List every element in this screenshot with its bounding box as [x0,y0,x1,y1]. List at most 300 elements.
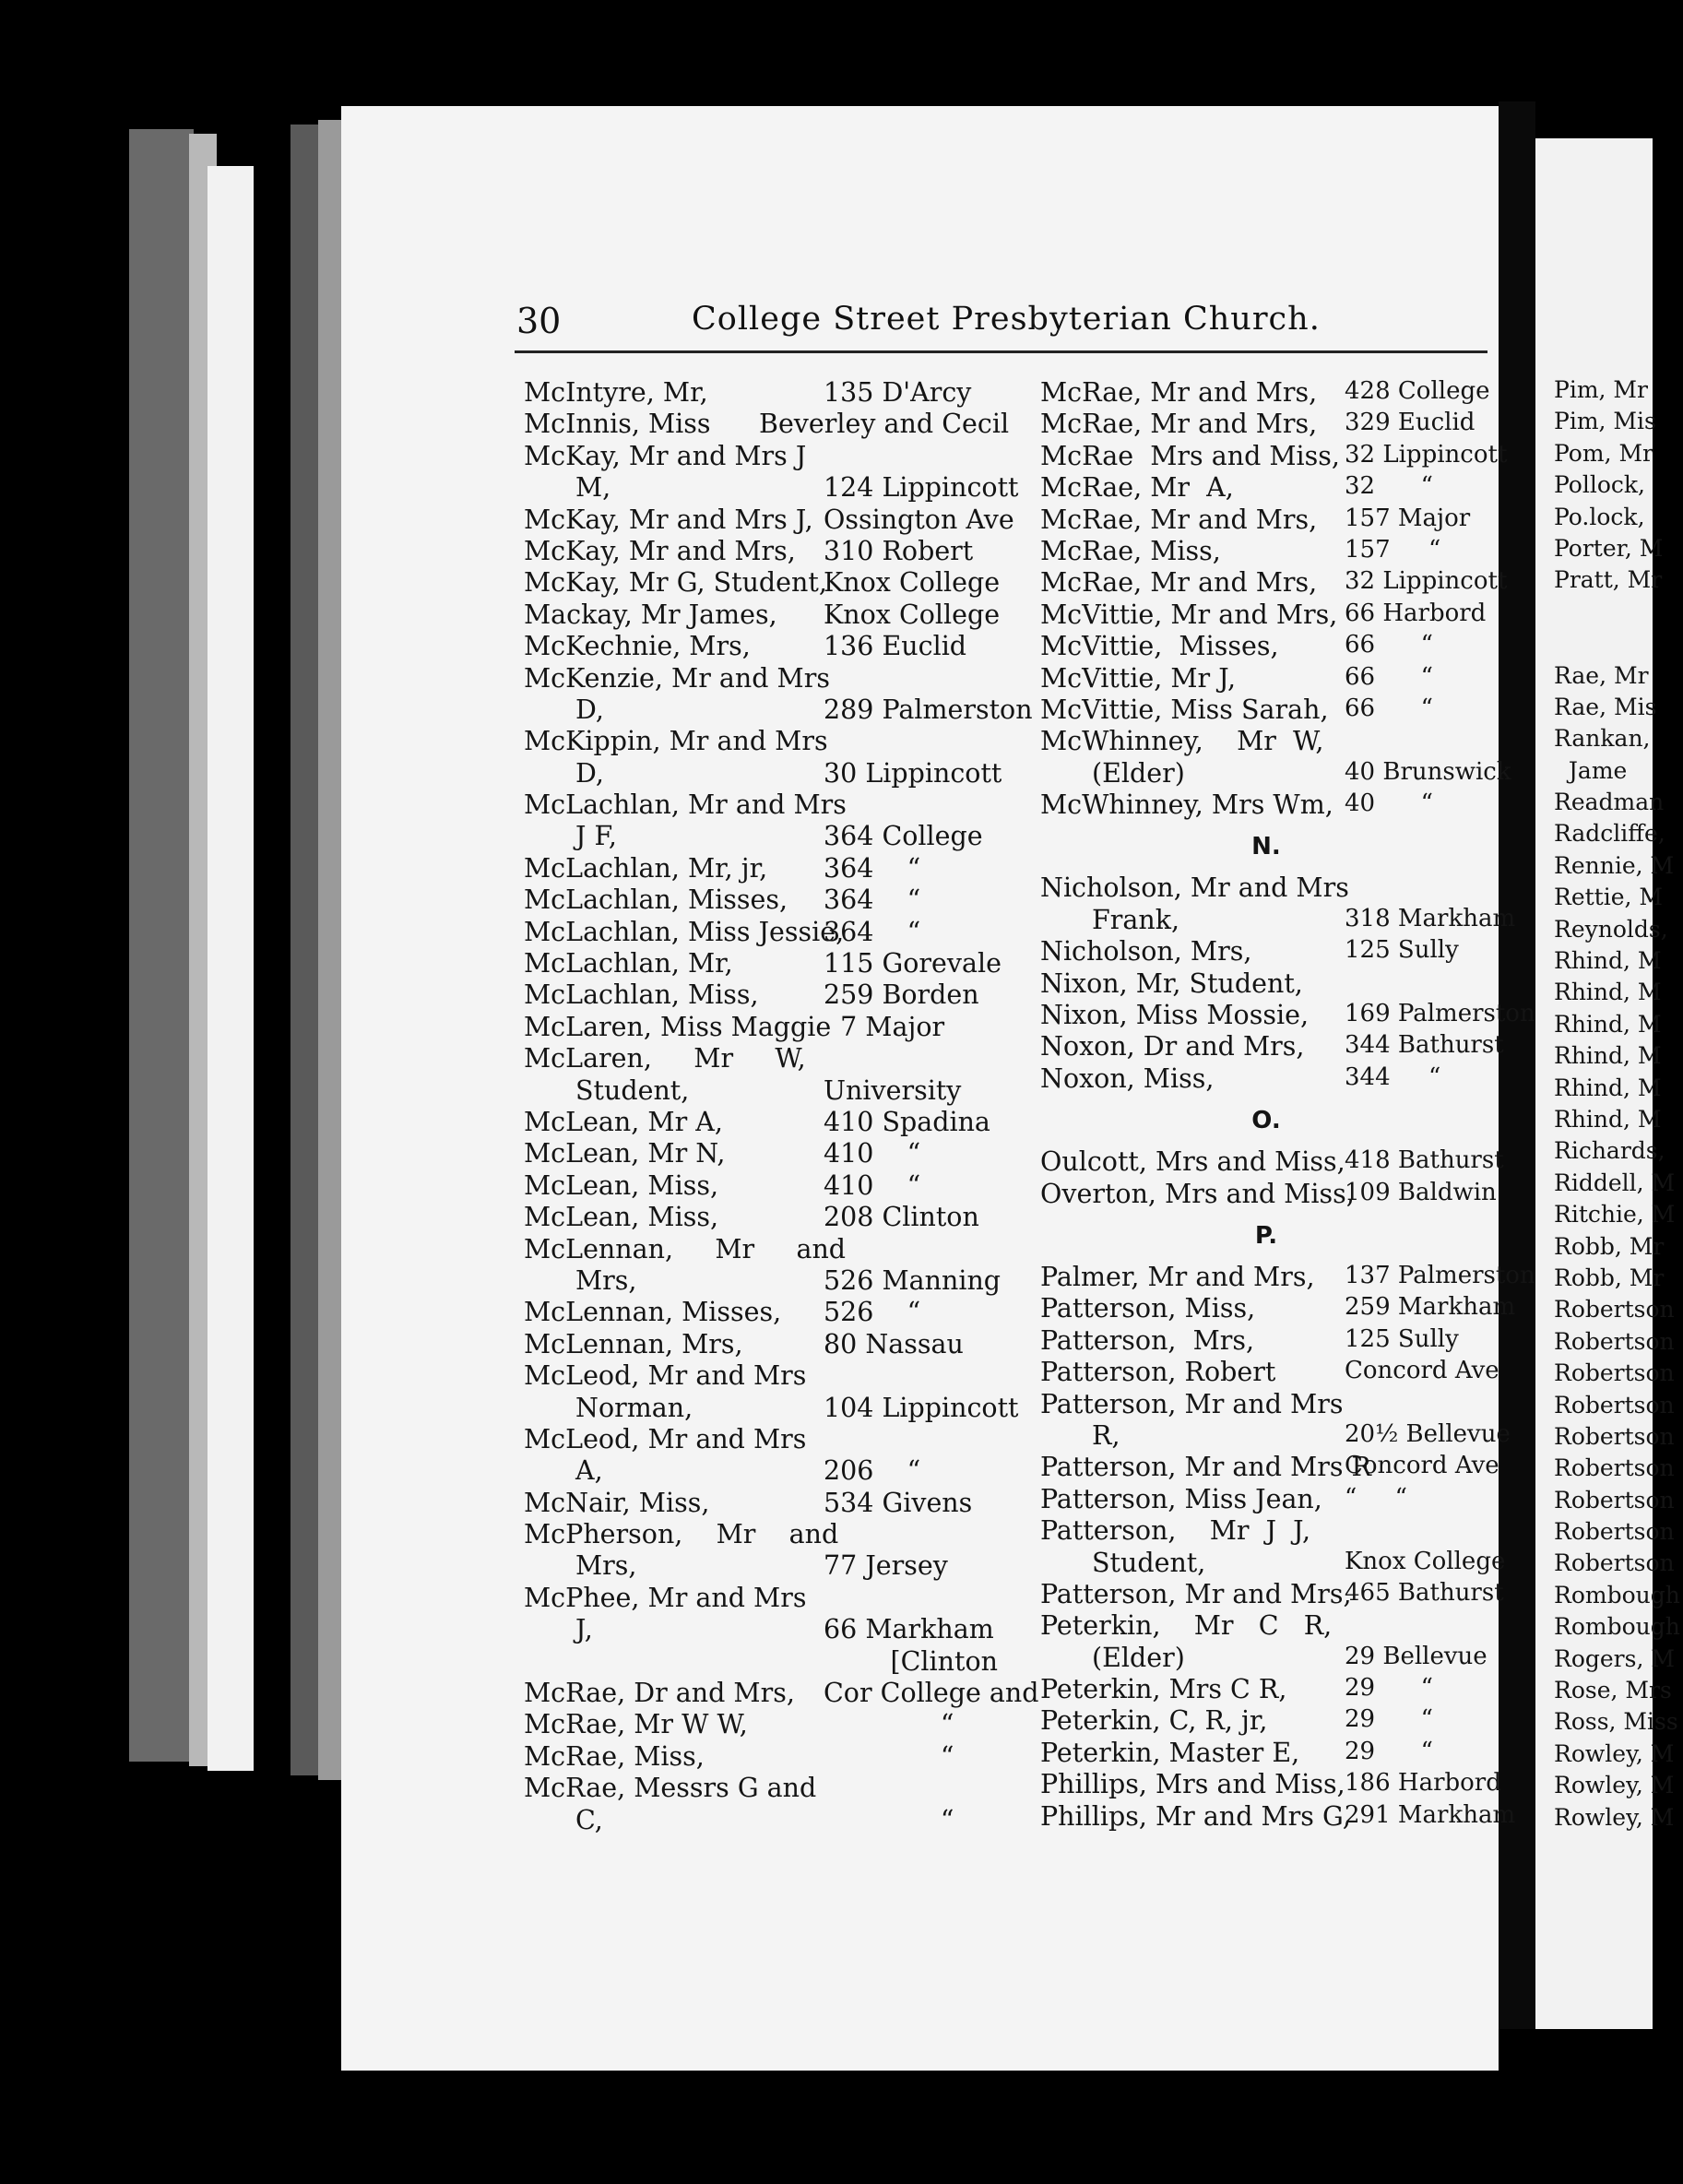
entry-name: McRae, Mr A, [1040,472,1234,504]
entry-name: McIntyre, Mr, [524,377,708,408]
entry-address: Beverley and Cecil [759,409,1010,440]
entry-address: 40 “ [1345,789,1433,818]
entry-name: McRae, Mr W W, [524,1709,748,1740]
entry-address: 32 Lippincott [1345,567,1508,596]
entry-address: 208 Clinton [824,1202,979,1233]
entry-name: McKay, Mr and Mrs J [524,440,807,471]
directory-entry [524,1678,1039,1709]
facing-entry: Robertson [1554,1391,1675,1418]
entry-address: 66 “ [1345,662,1433,691]
entry-name: Nicholson, Mr and Mrs [1040,872,1349,904]
directory-entry [1040,1419,1511,1452]
directory-entry [524,1488,1036,1519]
facing-entry: Robertson [1554,1327,1675,1355]
facing-entry: Rombough [1554,1581,1680,1608]
facing-entry: Rowley, M [1554,1772,1675,1799]
directory-entry [524,409,1036,440]
entry-address: Knox College [824,567,1001,599]
directory-entry [524,1297,1036,1328]
facing-entry: Pim, Mr [1554,376,1648,403]
directory-entry [524,377,1036,409]
directory-entry [1040,1452,1499,1483]
entry-address: 410 “ [824,1169,921,1201]
entry-name: McKechnie, Mrs, [524,631,751,662]
facing-entry: Robertson [1554,1422,1675,1450]
directory-entry [524,1265,1036,1297]
directory-entry [1040,377,1492,409]
entry-name: McLeod, Mr and Mrs [524,1423,807,1454]
entry-address: “ “ [1345,1483,1407,1512]
entry-name: McLennan, Mr and [524,1233,847,1264]
entry-address: 77 Jersey [824,1550,948,1582]
directory-entry [524,441,1036,472]
facing-entry: Robertson [1554,1549,1675,1577]
entry-name: McRae, Mr and Mrs, [1040,567,1318,599]
entry-name: McInnis, Miss [524,409,711,440]
entry-name: D, [575,694,604,725]
directory-entry [1040,872,1492,904]
entry-address: 30 Lippincott [824,757,1002,789]
entry-address: Knox College [1345,1547,1506,1575]
directory-entry [524,1424,1036,1455]
facing-entry: Rae, Mr [1554,661,1649,689]
directory-entry [524,1614,1036,1645]
facing-entry: Rowley, M [1554,1739,1675,1767]
facing-entry: Rankan, [1554,725,1651,753]
directory-entry [524,1583,1036,1614]
facing-entry: Porter, M [1554,534,1664,562]
facing-page [1535,138,1680,2029]
directory-entry [1040,504,1492,536]
facing-entry: Rettie, M [1554,884,1663,911]
directory-entry [1040,1738,1492,1769]
entry-name: Nixon, Miss Mossie, [1040,1000,1309,1031]
directory-entry [1040,1547,1506,1579]
entry-name: Student, [575,1074,690,1106]
facing-entry: Pom, Mr [1554,439,1654,467]
directory-entry [524,1202,1036,1233]
entry-name: (Elder) [1092,1642,1185,1673]
entry-address: 410 “ [824,1138,921,1169]
directory-entry [1040,1325,1492,1357]
entry-address: 20½ Bellevue [1345,1419,1511,1448]
directory-entry [524,1107,1036,1138]
entry-name: Nicholson, Mrs, [1040,936,1252,967]
section-letter: O. [1251,1107,1281,1135]
facing-entry: Robertson [1554,1454,1675,1482]
entry-name: Patterson, Miss Jean, [1040,1483,1322,1514]
entry-address: 259 Markham [1345,1293,1516,1322]
directory-entry [524,1393,1036,1424]
directory-entry [1040,599,1492,631]
entry-name: C, [575,1804,603,1835]
entry-address: 80 Nassau [824,1328,964,1359]
entry-name: McLachlan, Mr and Mrs [524,789,847,821]
directory-entry [1040,1643,1492,1674]
entry-name: McRae, Messrs G and [524,1773,817,1804]
facing-entry: Robertson [1554,1359,1675,1387]
directory-entry [1040,472,1492,504]
entry-name: McLaren, Miss Maggie [524,1011,832,1042]
facing-entry: Ross, Miss [1554,1708,1678,1736]
entry-name: McWhinney, Mrs Wm, [1040,789,1333,821]
entry-address: 29 “ [1345,1705,1433,1734]
entry-name: Phillips, Mrs and Miss, [1040,1769,1345,1800]
entry-name: McPhee, Mr and Mrs [524,1582,807,1613]
facing-entry: Robb, Mr [1554,1232,1665,1260]
directory-entry [1040,1769,1501,1800]
facing-entry: Pim, Mis [1554,408,1656,435]
entry-address: 364 “ [824,884,921,916]
directory-entry [524,1360,1036,1392]
entry-address: 169 Palmerston [1345,1000,1535,1028]
directory-entry [1040,1031,1504,1062]
entry-name: McLachlan, Miss Jessie, [524,916,845,947]
facing-entry: Ritchie, M [1554,1201,1676,1228]
entry-name: McKay, Mr and Mrs, [524,535,796,566]
directory-entry [524,948,1036,979]
directory-entry [524,1709,1036,1740]
entry-address: Concord Ave [1345,1357,1499,1385]
entry-name: Peterkin, Mrs C R, [1040,1674,1287,1705]
facing-entry: Pratt, Mr [1554,566,1663,594]
entry-name: Patterson, Mrs, [1040,1324,1255,1356]
entry-name: McVittie, Misses, [1040,631,1279,662]
entry-address: 465 Bathurst [1345,1578,1504,1607]
directory-entry [1040,968,1492,1000]
section-letter: N. [1251,833,1281,861]
entry-address: “ [824,1709,954,1740]
directory-entry [524,472,1036,504]
facing-entry: Rhind, M [1554,979,1662,1006]
page-number: 30 [516,301,562,341]
entry-address: 410 Spadina [824,1106,990,1137]
directory-entry [1040,1484,1492,1515]
directory-entry [524,536,1036,567]
facing-entry: Rhind, M [1554,1105,1662,1133]
entry-name: Nixon, Mr, Student, [1040,967,1303,999]
entry-address: 329 Euclid [1345,409,1476,437]
entry-address: 104 Lippincott [824,1392,1019,1423]
entry-name: Oulcott, Mrs and Miss, [1040,1146,1345,1178]
book-edge [129,129,194,1762]
facing-entry: Rhind, M [1554,1010,1662,1038]
entry-name: Patterson, Mr and Mrs [1040,1388,1344,1419]
entry-name: McRae Mrs and Miss, [1040,440,1340,471]
entry-address: 291 Markham [1345,1800,1516,1829]
entry-name: McNair, Miss, [524,1487,710,1518]
entry-name: McLennan, Mrs, [524,1328,743,1359]
entry-address: Ossington Ave [824,504,1014,535]
directory-entry [1040,1674,1492,1705]
directory-entry [524,694,1036,726]
entry-address: 29 Bellevue [1345,1642,1487,1670]
entry-address: 344 Bathurst [1345,1031,1504,1060]
directory-entry [1040,726,1492,757]
facing-entry: Rae, Mis [1554,693,1657,720]
entry-address: 115 Gorevale [824,948,1002,979]
facing-entry: Radcliffe, [1554,820,1665,848]
entry-name: McLachlan, Miss, [524,979,759,1011]
entry-name: McRae, Mr and Mrs, [1040,504,1318,535]
entry-name: Noxon, Dr and Mrs, [1040,1031,1305,1062]
directory-entry [524,567,1036,599]
entry-address: 364 “ [824,916,921,947]
entry-name: (Elder) [1092,757,1185,789]
directory-entry [524,1741,1036,1773]
entry-name: McVittie, Mr and Mrs, [1040,599,1338,630]
entry-name: Patterson, Robert [1040,1357,1276,1388]
directory-entry [524,853,1036,884]
directory-entry [524,726,1036,757]
facing-entry: Rowley, M [1554,1803,1675,1831]
directory-entry [524,758,1036,789]
entry-address: 109 Baldwin [1345,1178,1497,1206]
directory-entry [524,1234,1036,1265]
directory-entry [1040,1800,1516,1833]
facing-entry: Reynolds, [1554,915,1668,943]
entry-address: 32 Lippincott [1345,440,1508,469]
directory-column-left [524,377,1039,1836]
entry-address: 66 Harbord [1345,599,1487,627]
entry-address: Concord Ave [1345,1452,1499,1480]
entry-name: McKippin, Mr and Mrs [524,726,828,757]
entry-name: McWhinney, Mr W, [1040,726,1324,757]
directory-entry [1040,536,1492,567]
directory-entry [524,1043,1036,1074]
entry-name: A, [575,1455,603,1487]
entry-address: 125 Sully [1345,1324,1459,1353]
directory-entry [524,1646,1036,1678]
entry-name: McLaren, Mr W, [524,1043,806,1074]
entry-name: McVittie, Miss Sarah, [1040,694,1329,725]
directory-entry [524,504,1036,536]
facing-entry: Robertson [1554,1518,1675,1546]
facing-entry: Rhind, M [1554,947,1662,975]
entry-name: Palmer, Mr and Mrs, [1040,1261,1315,1292]
directory-entry [1040,694,1492,726]
directory-entry [524,1519,1036,1550]
directory-entry [524,599,1036,631]
directory-entry [1040,440,1508,472]
directory-entry [1040,1146,1504,1178]
entry-address: 157 Major [1345,504,1471,532]
entry-name: McRae, Dr and Mrs, [524,1678,795,1709]
entry-address: 186 Harbord [1345,1769,1501,1798]
entry-address: Knox College [824,599,1001,630]
directory-entry [1040,1261,1535,1293]
entry-address: 418 Bathurst [1345,1146,1504,1175]
entry-address: 135 D'Arcy [824,377,972,408]
entry-name: Student, [1092,1547,1206,1578]
directory-column-middle [1040,377,1535,1833]
facing-entry: Rennie, M [1554,851,1675,879]
entry-name: McLachlan, Mr, jr, [524,852,768,884]
facing-entry [1554,599,1683,630]
entry-address: 344 “ [1345,1062,1441,1091]
facing-entry: Rhind, M [1554,1074,1662,1101]
entry-address: “ [824,1804,954,1835]
directory-entry [1040,663,1492,694]
entry-address: 206 “ [824,1455,921,1487]
entry-name: McLeod, Mr and Mrs [524,1360,807,1392]
entry-address: 136 Euclid [824,631,967,662]
entry-name: McRae, Miss, [524,1740,705,1772]
entry-address: 66 Markham [824,1614,994,1645]
directory-entry [1040,1610,1492,1642]
entry-address: 534 Givens [824,1487,973,1518]
entry-address: 29 “ [1345,1737,1433,1765]
entry-name: Peterkin, Mr C R, [1040,1610,1333,1642]
entry-address: 29 “ [1345,1674,1433,1703]
directory-entry [1040,1178,1497,1210]
entry-name: J, [575,1614,593,1645]
entry-name: McLean, Mr N, [524,1138,726,1169]
entry-address: “ [824,1740,954,1772]
directory-entry [524,789,1036,821]
entry-name: Patterson, Mr J J, [1040,1515,1311,1547]
entry-name: D, [575,757,604,789]
directory-entry [524,631,1036,662]
entry-name: Phillips, Mr and Mrs G, [1040,1800,1351,1832]
directory-entry [1040,1515,1492,1547]
facing-entry: Rhind, M [1554,1042,1662,1070]
entry-name: Patterson, Miss, [1040,1293,1256,1324]
book-gutter [1499,101,1535,2029]
entry-name: McRae, Mr and Mrs, [1040,409,1318,440]
facing-entry: Richards, [1554,1137,1665,1165]
entry-address: 428 College [1345,377,1490,405]
directory-entry [524,1773,1036,1804]
directory-entry [1040,1389,1492,1420]
entry-name: McLean, Miss, [524,1202,719,1233]
directory-entry [1040,409,1492,440]
entry-name: Peterkin, C, R, jr, [1040,1705,1268,1737]
entry-name: Peterkin, Master E, [1040,1737,1300,1768]
entry-address: Cor College and [824,1678,1039,1709]
directory-entry [1040,1293,1516,1324]
entry-name: Norman, [575,1392,693,1423]
directory-entry [1040,1357,1499,1388]
book-edge [207,166,254,1771]
entry-name: McLennan, Misses, [524,1297,782,1328]
directory-entry [524,663,1036,694]
directory-entry [1040,1705,1492,1737]
page-header [516,295,1457,350]
directory-entry [1040,1578,1504,1610]
facing-entry: Pollock, [1554,471,1645,499]
header-rule [515,350,1487,353]
entry-name: McKenzie, Mr and Mrs [524,662,830,694]
entry-address: 310 Robert [824,535,974,566]
entry-name: McPherson, Mr and [524,1519,839,1550]
directory-entry [1040,1063,1492,1095]
facing-page-column [1554,376,1683,1835]
facing-entry: Riddell, M [1554,1169,1676,1196]
running-title: College Street Presbyterian Church. [692,301,1321,338]
directory-entry [1040,757,1511,789]
directory-entry [524,821,1036,852]
directory-entry [524,917,1036,948]
entry-address: 157 “ [1345,535,1441,564]
entry-address: 137 Palmerston [1345,1261,1535,1289]
entry-address: 66 “ [1345,694,1433,722]
directory-entry [1040,789,1492,821]
entry-name: McRae, Mr and Mrs, [1040,377,1318,408]
directory-entry [524,1012,1036,1043]
section-letter: P. [1254,1221,1278,1250]
entry-name: McLean, Miss, [524,1169,719,1201]
entry-address: 364 “ [824,852,921,884]
entry-name: McVittie, Mr J, [1040,662,1237,694]
directory-entry [1040,936,1492,967]
entry-name: Mackay, Mr James, [524,599,777,630]
entry-address: 526 “ [824,1297,921,1328]
directory-entry [524,1075,1036,1107]
entry-address: 364 College [824,821,983,852]
facing-entry: Robb, Mr [1554,1264,1665,1291]
entry-name: Noxon, Miss, [1040,1062,1215,1094]
directory-entry [524,884,1036,916]
entry-address: 526 Manning [824,1264,1002,1296]
entry-address: 32 “ [1345,472,1433,501]
directory-entry [524,1455,1036,1487]
entry-name: Frank, [1092,904,1180,935]
entry-name: Mrs, [575,1550,637,1582]
entry-name: Patterson, Mr and Mrs, [1040,1578,1352,1609]
facing-entry: Rombough [1554,1613,1680,1641]
entry-name: McKay, Mr G, Student, [524,567,827,599]
directory-entry [524,1329,1036,1360]
entry-address: University [824,1074,962,1106]
directory-entry [1040,567,1508,599]
entry-address: 40 Brunswick [1345,757,1511,786]
entry-name: McKay, Mr and Mrs J, [524,504,813,535]
facing-entry: Po.lock, [1554,503,1645,530]
directory-entry [524,1170,1036,1202]
facing-entry: Robertson [1554,1296,1675,1323]
facing-entry: Rogers, M [1554,1644,1675,1672]
entry-name: J F, [575,821,617,852]
entry-name: R, [1092,1419,1120,1451]
facing-entry: Readman [1554,789,1665,816]
directory-entry [524,1550,1036,1582]
entry-name: Mrs, [575,1264,637,1296]
entry-address: 66 “ [1345,631,1433,659]
directory-entry [524,979,1036,1011]
entry-name: McRae, Miss, [1040,535,1221,566]
facing-entry: Jame [1554,756,1628,784]
directory-entry [524,1138,1036,1169]
entry-address: 124 Lippincott [824,472,1019,504]
entry-name: McLachlan, Misses, [524,884,788,916]
directory-entry [524,1805,1036,1836]
directory-entry [1040,1000,1535,1031]
entry-name: Overton, Mrs and Miss, [1040,1178,1355,1209]
entry-name: Patterson, Mr and Mrs R [1040,1452,1372,1483]
entry-address: [Clinton [824,1645,998,1677]
entry-address: 289 Palmerston [824,694,1033,725]
facing-entry: Rose, Mrs [1554,1677,1672,1704]
entry-name: McLachlan, Mr, [524,948,733,979]
entry-address: 318 Markham [1345,904,1516,932]
facing-entry [1554,630,1683,661]
entry-name: M, [575,472,611,504]
directory-entry [1040,631,1492,662]
entry-address: 125 Sully [1345,936,1459,965]
entry-address: 7 Major [824,1011,945,1042]
directory-entry [1040,904,1516,936]
